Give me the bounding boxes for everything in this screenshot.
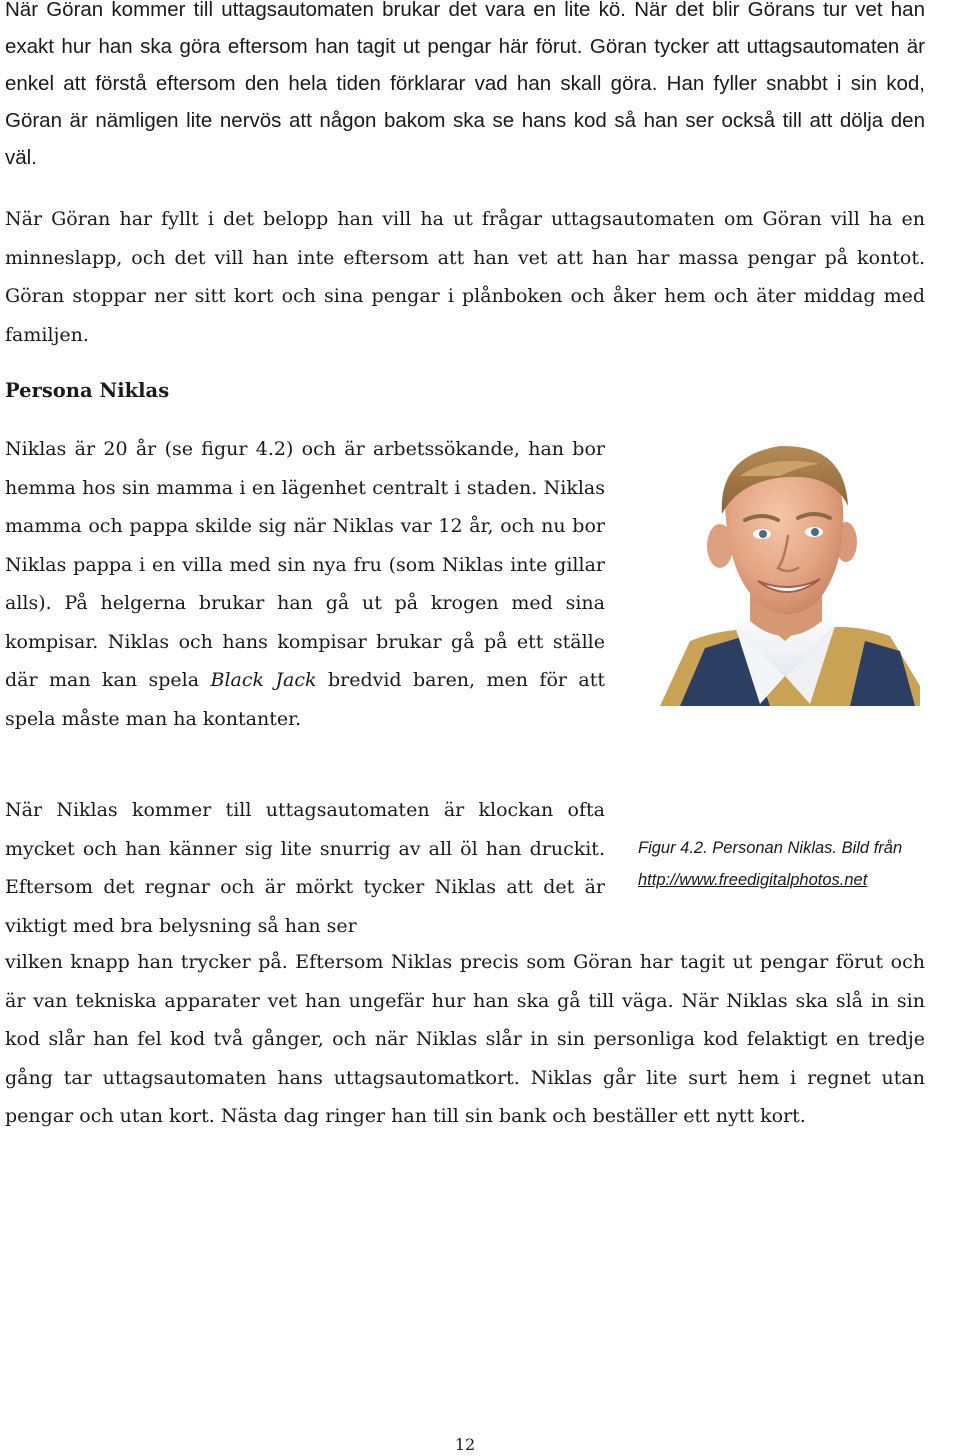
paragraph-niklas-card-taken: vilken knapp han trycker på. Eftersom Niklas precis som Göran har tagit ut pengar förut och är van tekniska apparater vet han ungefär hur han ska gå till väga. När Niklas ska slå in sin kod slår han fel kod två gånger, och när Niklas slår in sin personliga kod felaktigt en tredje gång tar uttagsautomaten hans uttagsautomatkort. Niklas går lite surt hem i regnet utan pengar och utan kort. Nästa dag ringer han till sin bank och beställer ett nytt kort.	[5, 951, 925, 1127]
portrait-illustration	[650, 436, 920, 706]
paragraph-goran-receipt: När Göran har fyllt i det belopp han vill ha ut frågar uttagsautomaten om Göran vill ha en minneslapp, och det vill han inte eftersom att han vet att han har massa pengar på kontot. Göran stoppar ner sitt kort och sina pengar i plånboken och åker hem och äter middag med familjen.	[5, 208, 925, 346]
black-jack-italic: Black Jack	[210, 669, 317, 691]
niklas-portrait-photo	[650, 436, 920, 706]
paragraph-niklas-at-atm: När Niklas kommer till uttagsautomaten är klockan ofta mycket och han känner sig lite snurrig av all öl han druckit. Eftersom det regnar och är mörkt tycker Niklas att det är viktigt med bra belysning så han ser	[5, 799, 605, 937]
figure-caption-text: Figur 4.2. Personan Niklas. Bild från	[638, 839, 903, 857]
section-heading-persona-niklas: Persona Niklas	[5, 379, 170, 402]
paragraph-niklas-intro-end: bredvid baren, men för att spela måste man ha kontanter.	[5, 669, 605, 730]
paragraph-niklas-intro	[5, 430, 605, 738]
paragraph-goran-atm-queue: När Göran kommer till uttagsautomaten brukar det vara en lite kö. När det blir Görans tur vet han exakt hur han ska göra eftersom han tagit ut pengar här förut. Göran tycker att uttagsautomaten är enkel att förstå eftersom den hela tiden förklarar vad han skall göra. Han fyller snabbt i sin kod, Göran är nämligen lite nervös att någon bakom ska se hans kod så han ser också till att dölja den väl.	[5, 0, 925, 169]
figure-caption	[638, 832, 960, 896]
paragraph-niklas-intro-text: Niklas är 20 år (se figur 4.2) och är arbetssökande, han bor hemma hos sin mamma i en lägenhet centralt i staden. Niklas mamma och pappa skilde sig när Niklas var 12 år, och nu bor Niklas pappa i en villa med sin nya fru (som Niklas inte gillar alls). På helgerna brukar han gå ut på krogen med sina kompisar. Niklas och hans kompisar brukar gå på ett ställe där man kan spela	[5, 438, 605, 691]
page-number: 12	[454, 1435, 476, 1454]
figure-source-link[interactable]: http://www.freedigitalphotos.net	[638, 871, 868, 889]
